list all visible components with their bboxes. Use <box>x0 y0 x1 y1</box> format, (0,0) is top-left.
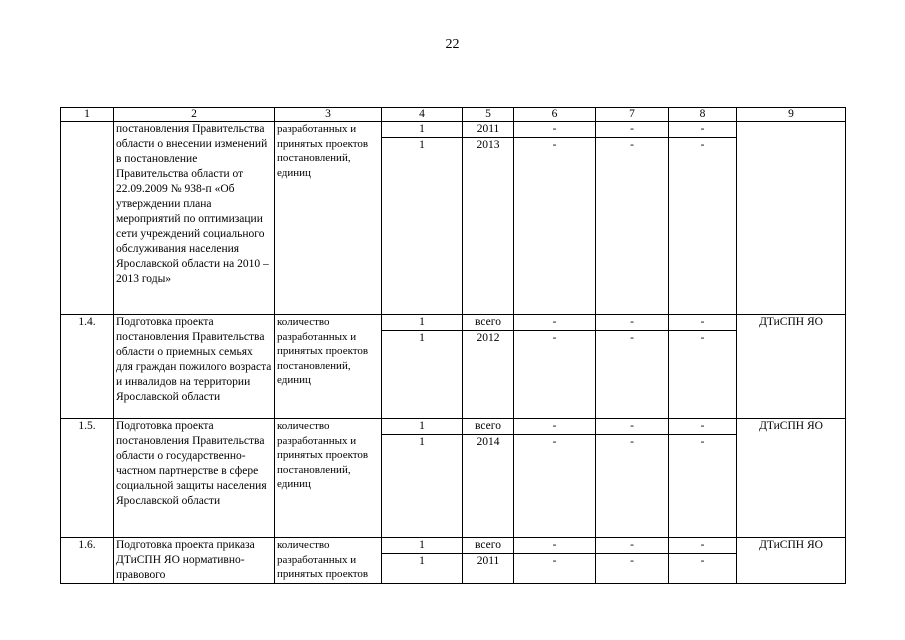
quantity-cell: 1 <box>382 419 463 435</box>
column-header: 5 <box>463 108 514 122</box>
value-cell: - <box>596 538 669 554</box>
value-cell: - <box>596 554 669 584</box>
table-row <box>61 419 846 435</box>
executor-cell: ДТиСПН ЯО <box>737 538 846 584</box>
measure-number: 1.5. <box>61 419 114 538</box>
measure-description: постановления Правительства области о внесении изменений в постановление Правительства области от 22.09.2009 № 938-п «Об утверждении плана мероприятий по оптимизации сети учреждений социального обслуживания населения Ярославской области на 2010 – 2013 годы» <box>114 122 275 315</box>
value-cell: - <box>669 122 737 138</box>
value-cell: - <box>514 315 596 331</box>
value-cell: - <box>596 419 669 435</box>
year-cell: всего <box>463 538 514 554</box>
value-cell: - <box>596 315 669 331</box>
column-header: 1 <box>61 108 114 122</box>
quantity-cell: 1 <box>382 331 463 419</box>
quantity-cell: 1 <box>382 315 463 331</box>
value-cell: - <box>669 315 737 331</box>
column-header: 3 <box>275 108 382 122</box>
executor-cell: ДТиСПН ЯО <box>737 315 846 419</box>
indicator-text: количество разработанных и принятых проектов <box>275 538 382 584</box>
quantity-cell: 1 <box>382 435 463 538</box>
program-measures-table <box>60 107 846 584</box>
value-cell: - <box>596 331 669 419</box>
value-cell: - <box>596 138 669 315</box>
value-cell: - <box>514 435 596 538</box>
quantity-cell: 1 <box>382 122 463 138</box>
column-header: 2 <box>114 108 275 122</box>
measure-number: 1.4. <box>61 315 114 419</box>
indicator-text: разработанных и принятых проектов постановлений, единиц <box>275 122 382 315</box>
quantity-cell: 1 <box>382 554 463 584</box>
measure-number: 1.6. <box>61 538 114 584</box>
column-header: 9 <box>737 108 846 122</box>
value-cell: - <box>514 419 596 435</box>
year-cell: всего <box>463 315 514 331</box>
year-cell: всего <box>463 419 514 435</box>
value-cell: - <box>514 122 596 138</box>
year-cell: 2014 <box>463 435 514 538</box>
executor-cell: ДТиСПН ЯО <box>737 419 846 538</box>
indicator-text: количество разработанных и принятых проектов постановлений, единиц <box>275 419 382 538</box>
column-header: 6 <box>514 108 596 122</box>
quantity-cell: 1 <box>382 538 463 554</box>
quantity-cell: 1 <box>382 138 463 315</box>
value-cell: - <box>669 554 737 584</box>
value-cell: - <box>669 138 737 315</box>
page-number: 22 <box>445 37 460 52</box>
table-row <box>61 315 846 331</box>
measure-description: Подготовка проекта приказа ДТиСПН ЯО нормативно-правового <box>114 538 275 584</box>
value-cell: - <box>596 435 669 538</box>
value-cell: - <box>669 419 737 435</box>
table-row <box>61 538 846 554</box>
value-cell: - <box>669 435 737 538</box>
measure-number <box>61 122 114 315</box>
year-cell: 2011 <box>463 554 514 584</box>
executor-cell <box>737 122 846 315</box>
measure-description: Подготовка проекта постановления Правительства области о приемных семьях для граждан пожилого возраста и инвалидов на территории Ярославской области <box>114 315 275 419</box>
value-cell: - <box>514 554 596 584</box>
value-cell: - <box>669 331 737 419</box>
year-cell: 2013 <box>463 138 514 315</box>
year-cell: 2012 <box>463 331 514 419</box>
column-header: 7 <box>596 108 669 122</box>
column-header: 8 <box>669 108 737 122</box>
column-header: 4 <box>382 108 463 122</box>
value-cell: - <box>514 331 596 419</box>
indicator-text: количество разработанных и принятых проектов постановлений, единиц <box>275 315 382 419</box>
column-number-header-row <box>61 108 846 122</box>
value-cell: - <box>514 538 596 554</box>
table-row <box>61 122 846 138</box>
measure-description: Подготовка проекта постановления Правительства области о государственно-частном партнерстве в сфере социальной защиты населения Ярославской области <box>114 419 275 538</box>
value-cell: - <box>514 138 596 315</box>
year-cell: 2011 <box>463 122 514 138</box>
value-cell: - <box>596 122 669 138</box>
value-cell: - <box>669 538 737 554</box>
